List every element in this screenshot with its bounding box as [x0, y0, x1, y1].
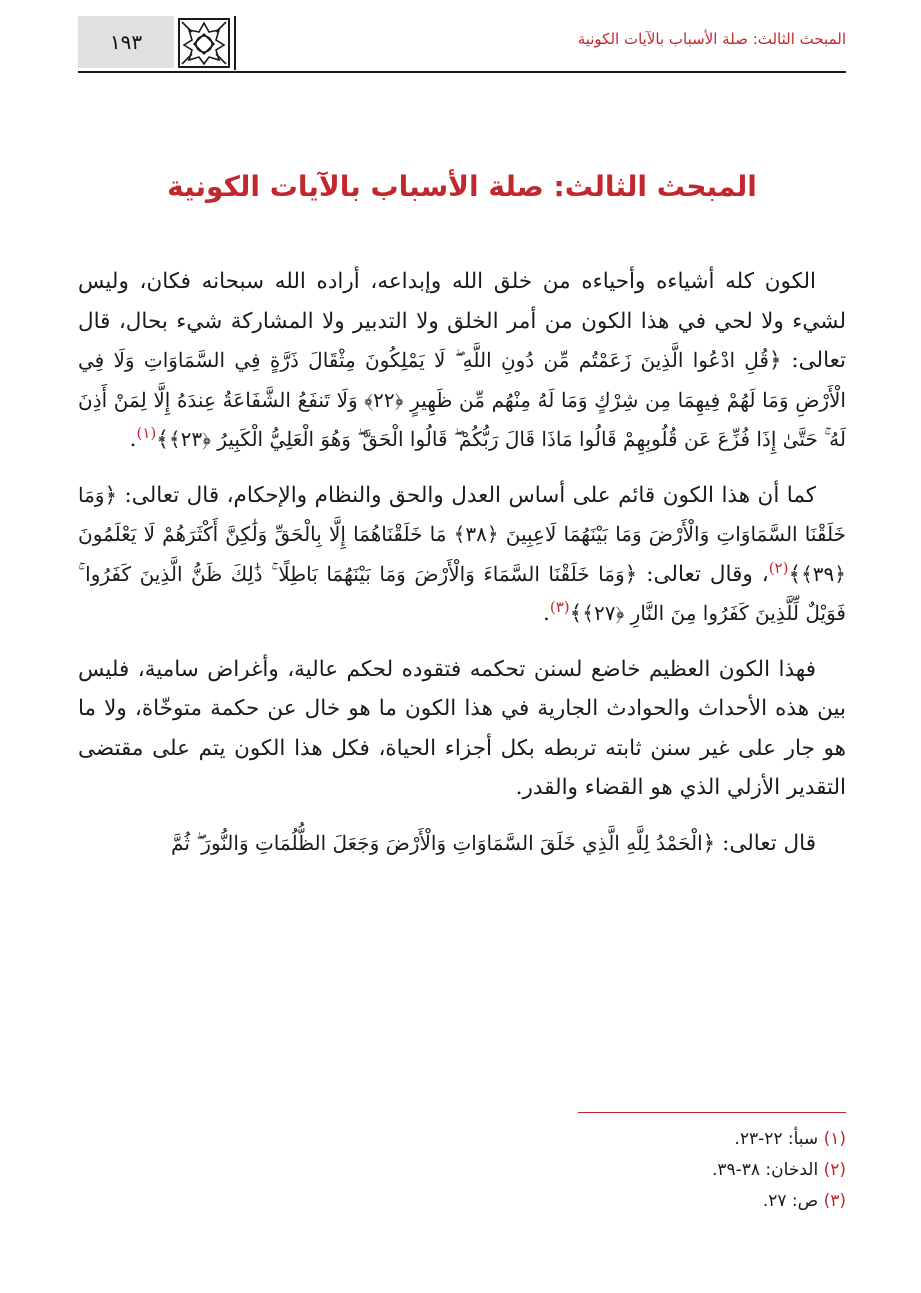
quran-open-bracket: ﴿ [104, 482, 118, 508]
paragraph-text: قال تعالى: [715, 830, 816, 856]
quran-close-bracket: ﴾ [788, 561, 802, 587]
quran-verse: وَمَا خَلَقْنَا السَّمَاءَ وَالْأَرْضَ وَمَا بَيْنَهُمَا بَاطِلًا ۚ ذَٰلِكَ ظَنُّ الَّذِينَ كَفَرُوا ۚ فَوَيْلٌ لِّلَّذِينَ كَفَرُوا مِنَ النَّارِ ﴿٢٧﴾ [78, 561, 846, 625]
quran-verse: قُلِ ادْعُوا الَّذِينَ زَعَمْتُم مِّن دُونِ اللَّهِ ۖ لَا يَمْلِكُونَ مِثْقَالَ ذَرَّةٍ فِي السَّمَاوَاتِ وَلَا فِي الْأَرْضِ وَمَا لَهُمْ فِيهِمَا مِن شِرْكٍ وَمَا لَهُ مِنْهُم مِّن ظَهِيرٍ ﴿٢٢﴾ وَلَا تَنفَعُ الشَّفَاعَةُ عِندَهُ إِلَّا لِمَنْ أَذِنَ لَهُ ۚ حَتَّىٰ إِذَا فُزِّعَ عَن قُلُوبِهِمْ قَالُوا مَاذَا قَالَ رَبُّكُمْ ۖ قَالُوا الْحَقَّ ۖ وَهُوَ الْعَلِيُّ الْكَبِيرُ ﴿٢٣﴾ [78, 348, 846, 451]
footnotes [712, 1124, 846, 1217]
section-title: المبحث الثالث: صلة الأسباب بالآيات الكونية [167, 170, 757, 203]
paragraph-text: فهذا الكون العظيم خاضع لسنن تحكمه فتقوده لحكم عالية، وأغراض سامية، فليس بين هذه الأحداث والحوادث الجارية في هذا الكون ما هو خال عن حكمة متوخّاة، ولا ما هو جار على غير سنن ثابته تربطه بكل أجزاء الحياة، فكل هذا الكون يتم على مقتضى التقدير الأزلي الذي هو القضاء والقدر. [78, 656, 846, 800]
footnote-text: الدخان: ٣٨-٣٩. [711, 1160, 824, 1180]
paragraph-text: كما أن هذا الكون قائم على أساس العدل والحق والنظام والإحكام، قال تعالى: [117, 482, 816, 508]
footnote-item [712, 1186, 846, 1217]
body-text [78, 262, 846, 879]
footnote-text: سبأ: ٢٢-٢٣. [734, 1129, 824, 1149]
islamic-geometric-ornament-icon [178, 18, 230, 68]
sentence-end: . [129, 427, 137, 452]
footnote-item [712, 1124, 846, 1155]
header-divider [234, 16, 236, 70]
footnote-text: ص: ٢٧. [762, 1191, 824, 1211]
quran-verse: الْحَمْدُ لِلَّهِ الَّذِي خَلَقَ السَّمَاوَاتِ وَالْأَرْضَ وَجَعَلَ الظُّلُمَاتِ وَالنُّورَ ۖ ثُمَّ [171, 830, 703, 855]
paragraph-text: ، وقال تعالى: [637, 561, 769, 587]
footnote-ref[interactable]: (١) [136, 423, 157, 442]
footnote-number: (٢) [823, 1160, 846, 1180]
quran-open-bracket: ﴿ [702, 830, 716, 856]
footnote-ref[interactable]: (٣) [549, 597, 570, 616]
paragraph [78, 650, 846, 808]
quran-open-bracket: ﴿ [624, 561, 638, 587]
quran-close-bracket: ﴾ [569, 601, 583, 626]
footnote-number: (٣) [823, 1191, 846, 1211]
quran-close-bracket: ﴾ [156, 427, 169, 452]
footnote-number: (١) [823, 1129, 846, 1149]
paragraph [78, 262, 846, 460]
page-number: ١٩٣ [78, 16, 174, 68]
page-header [78, 16, 846, 70]
footnote-rule [578, 1112, 846, 1113]
paragraph-text: الكون كله أشياءه وأحياءه من خلق الله وإبداعه، أراده الله سبحانه فكان، وليس لشيء ولا لحي في هذا الكون من أمر الخلق ولا التدبير ولا المشاركة شيء بحال، قال تعالى: [78, 269, 846, 373]
quran-verse: وَمَا خَلَقْنَا السَّمَاوَاتِ وَالْأَرْضَ وَمَا بَيْنَهُمَا لَاعِبِينَ ﴿٣٨﴾ مَا خَلَقْنَاهُمَا إِلَّا بِالْحَقِّ وَلَٰكِنَّ أَكْثَرَهُمْ لَا يَعْلَمُونَ ﴿٣٩﴾ [78, 482, 847, 586]
footnote-item [712, 1155, 846, 1186]
footnote-ref[interactable]: (٢) [768, 558, 789, 577]
header-rule [78, 71, 846, 73]
running-title: المبحث الثالث: صلة الأسباب بالآيات الكونية [577, 30, 846, 48]
paragraph [78, 476, 846, 634]
paragraph [78, 824, 846, 864]
sentence-end: . [543, 601, 550, 626]
quran-open-bracket: ﴿ [769, 348, 782, 373]
